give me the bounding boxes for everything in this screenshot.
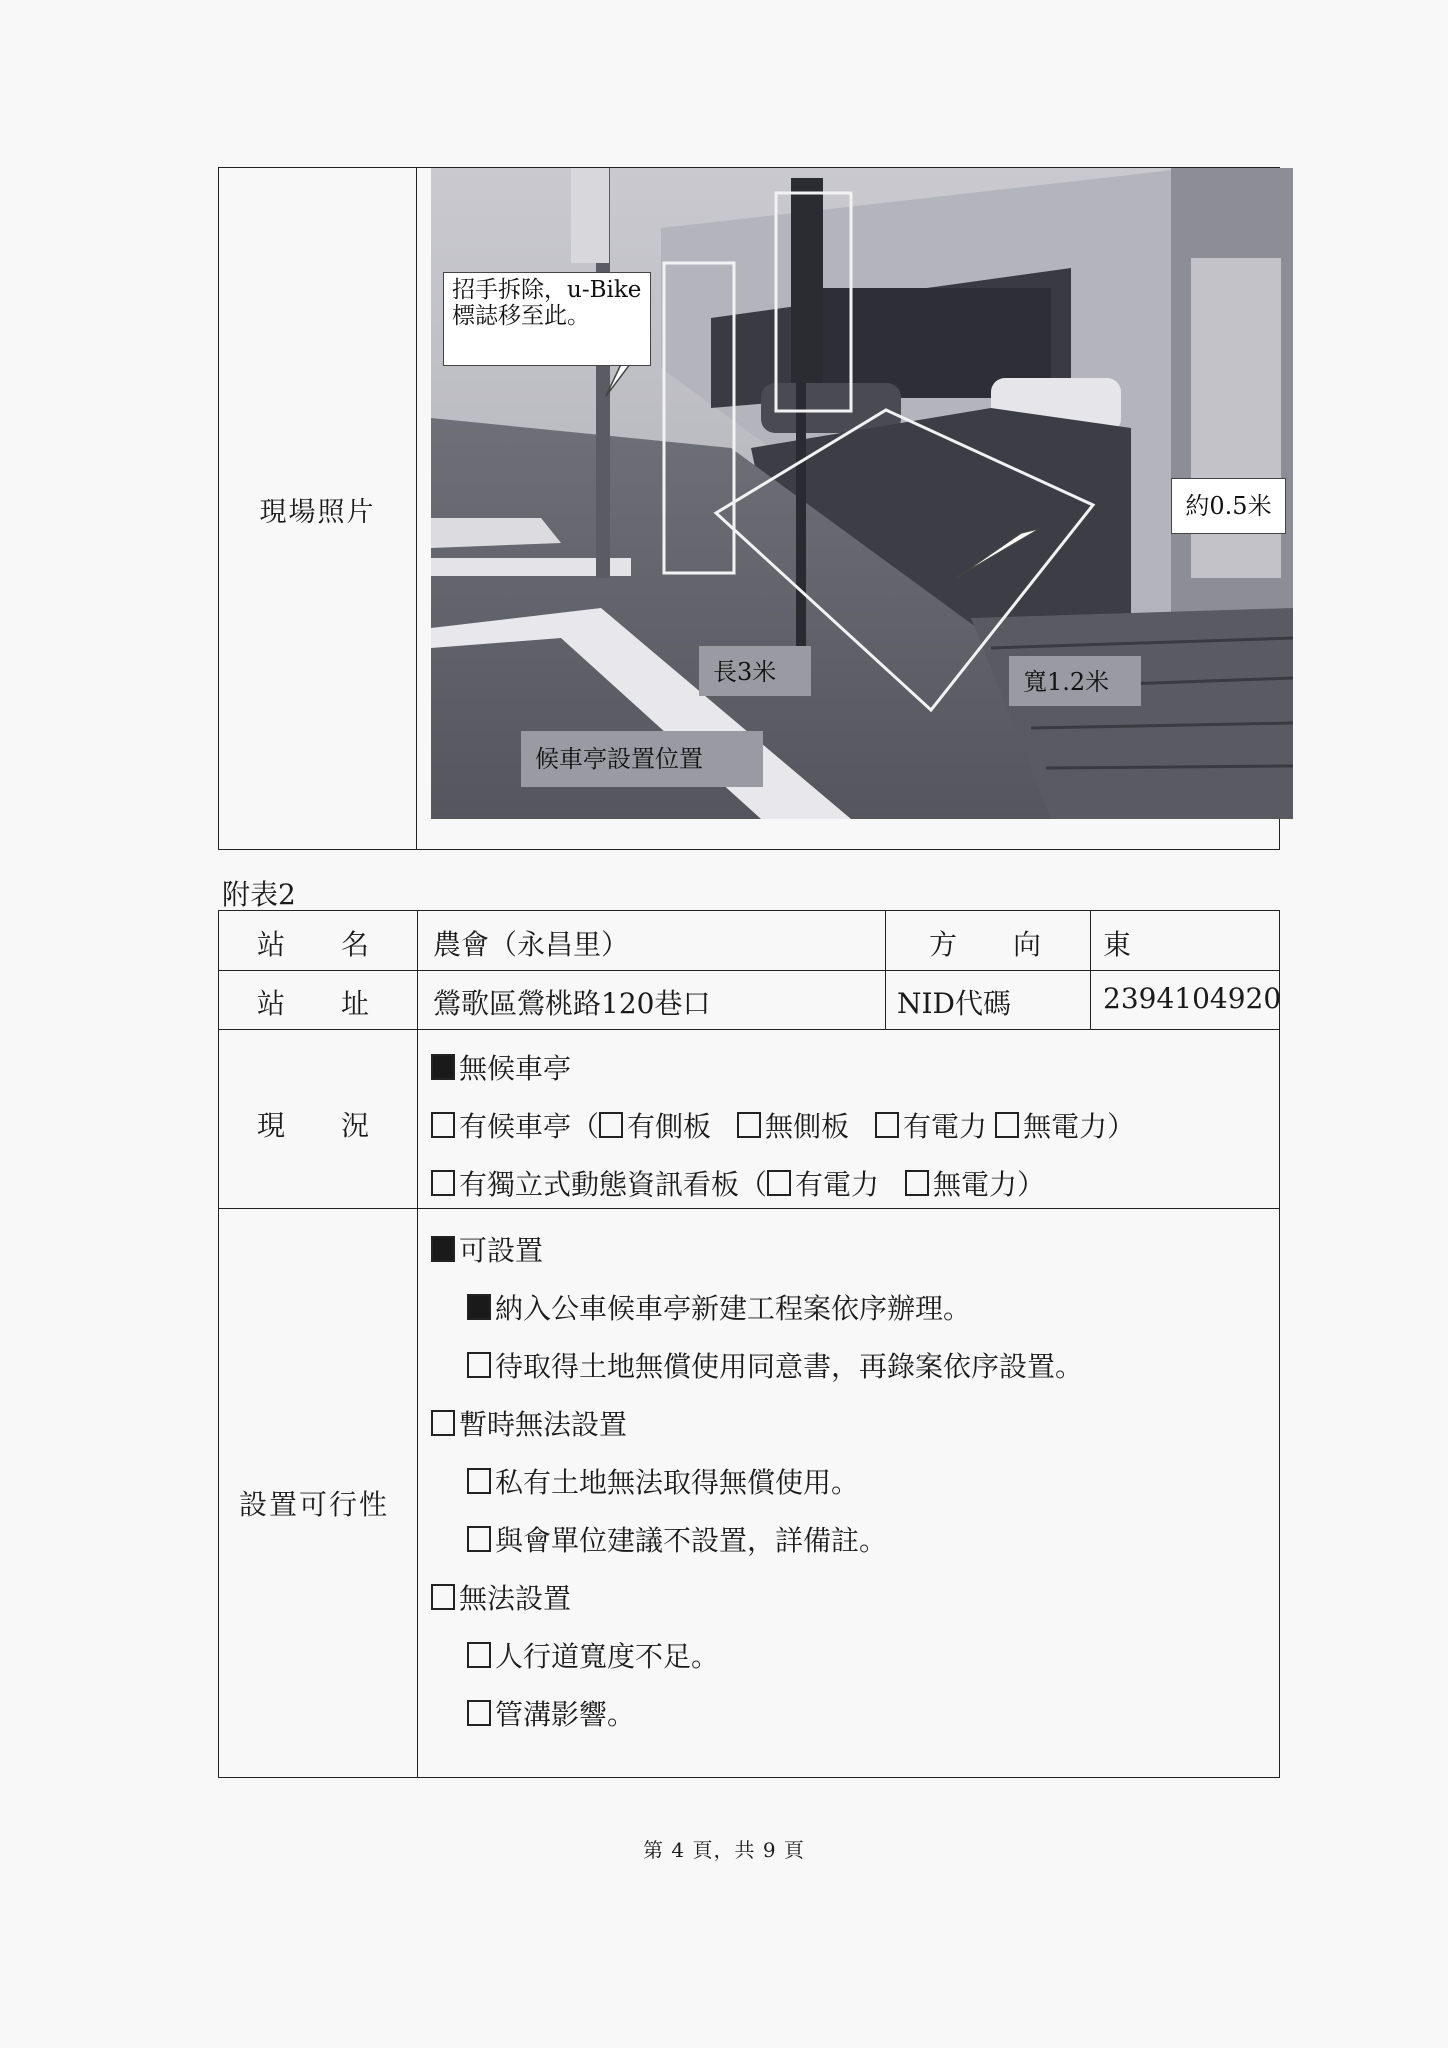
option-label: 可設置 (459, 1234, 544, 1267)
status-label: 現 況 (257, 1109, 370, 1142)
checkbox-empty (467, 1700, 491, 1726)
checkbox-empty (431, 1584, 455, 1610)
option-unit-suggest (467, 1519, 887, 1559)
checkbox-empty (467, 1352, 491, 1378)
checkbox-empty (599, 1112, 623, 1138)
length-tag: 長3米 (699, 646, 811, 696)
option-label: 有候車亭（ (459, 1110, 600, 1143)
column-divider (885, 911, 886, 1029)
site-photo-label-cell (219, 168, 417, 849)
station-name-label: 站 名 (257, 928, 370, 961)
checkbox-empty (737, 1112, 761, 1138)
option-label: 有獨立式動態資訊看板（ (459, 1168, 768, 1201)
option-label: 待取得土地無償使用同意書，再錄案依序設置。 (495, 1350, 1084, 1383)
option-label: 有電力 (903, 1110, 988, 1143)
column-divider (417, 911, 418, 1777)
checkbox-empty (875, 1112, 899, 1138)
option-label: 有側板 (627, 1110, 712, 1143)
site-photo (431, 168, 1293, 819)
checkbox-checked (467, 1294, 491, 1320)
checkbox-empty (995, 1112, 1019, 1138)
column-divider (1090, 911, 1091, 1029)
site-photo-table (218, 167, 1280, 850)
option-drainage (467, 1693, 635, 1733)
address-label: 站 址 (257, 987, 370, 1020)
annex-title: 附表2 (222, 878, 296, 911)
checkbox-empty (431, 1112, 455, 1138)
shelter-location-tag: 候車亭設置位置 (521, 731, 763, 787)
station-name-value: 農會（永昌里） (433, 928, 630, 961)
checkbox-empty (431, 1410, 455, 1436)
option-label: 人行道寬度不足。 (495, 1640, 720, 1673)
option-dynamic-board (431, 1163, 1045, 1203)
street-scene-illustration (431, 168, 1293, 819)
checkbox-empty (467, 1642, 491, 1668)
direction-value: 東 (1103, 928, 1132, 961)
option-has-shelter (431, 1105, 1135, 1145)
checkbox-empty (467, 1526, 491, 1552)
option-unable (431, 1577, 571, 1617)
option-sidewalk (467, 1635, 719, 1675)
option-include-project (467, 1287, 971, 1327)
option-label: 無候車亭 (459, 1052, 572, 1085)
option-label: 有電力 (795, 1168, 880, 1201)
option-temp-unable (431, 1403, 627, 1443)
row-divider (219, 970, 1279, 971)
option-no-shelter (431, 1047, 571, 1087)
option-label: 私有土地無法取得無償使用。 (495, 1466, 860, 1499)
option-await-consent (467, 1345, 1083, 1385)
option-label: 無電力） (933, 1168, 1046, 1201)
checkbox-empty (467, 1468, 491, 1494)
row-divider (219, 1029, 1279, 1030)
address-value: 鶯歌區鶯桃路120巷口 (433, 987, 711, 1020)
feasibility-label: 設置可行性 (239, 1488, 390, 1521)
checkbox-checked (431, 1054, 455, 1080)
direction-label: 方 向 (929, 928, 1042, 961)
option-can-set (431, 1229, 543, 1269)
option-label: 管溝影響。 (495, 1698, 636, 1731)
checkbox-empty (905, 1170, 929, 1196)
breadth-tag: 寬1.2米 (1009, 656, 1141, 706)
station-info-table (218, 910, 1280, 1778)
checkbox-empty (431, 1170, 455, 1196)
nid-label: NID代碼 (897, 987, 1012, 1020)
option-label: 暫時無法設置 (459, 1408, 628, 1441)
option-label: 與會單位建議不設置，詳備註。 (495, 1524, 888, 1557)
checkbox-empty (767, 1170, 791, 1196)
option-label: 無電力） (1023, 1110, 1136, 1143)
width-note-callout: 約0.5米 (1171, 478, 1286, 534)
nid-value: 2394104920 (1103, 982, 1282, 1015)
site-photo-label: 現場照片 (259, 497, 376, 528)
option-label: 無側板 (765, 1110, 850, 1143)
option-private-land (467, 1461, 859, 1501)
option-label: 無法設置 (459, 1582, 572, 1615)
sign-callout: 招手拆除，u-Bike標誌移至此。 (443, 272, 651, 366)
checkbox-checked (431, 1236, 455, 1262)
option-label: 納入公車候車亭新建工程案依序辦理。 (495, 1292, 972, 1325)
row-divider (219, 1208, 1279, 1209)
page-footer: 第 4 頁，共 9 頁 (643, 1838, 805, 1862)
